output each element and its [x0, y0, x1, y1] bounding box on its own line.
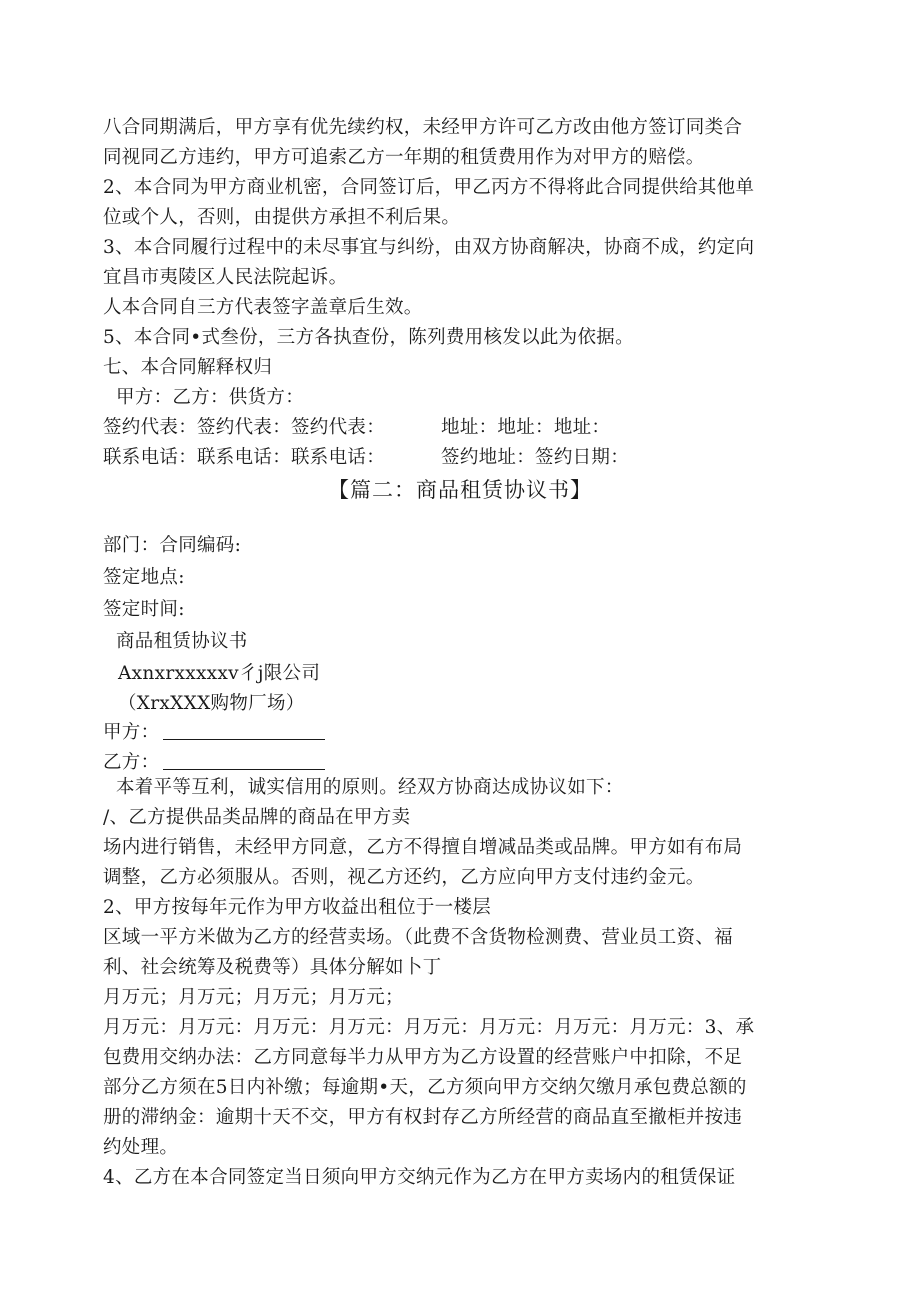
- mall-name: （XrxXXX购物厂场）: [118, 693, 305, 714]
- party-a-row: [103, 721, 325, 745]
- clause-confidential-line1: 2、本合同为甲方商业机密，合同签订后，甲乙丙方不得将此合同提供给其他单: [103, 177, 755, 198]
- clause2-line2: 区域一平方米做为乙方的经营卖场。（此费不含货物检测费、营业员工资、福: [103, 927, 733, 948]
- party-b-row: [103, 751, 325, 775]
- signature-phone-row: [103, 446, 629, 470]
- clause2-line3: 利、社会统筹及税费等）具体分解如卜丁: [103, 957, 442, 978]
- clause-renewal-line2: 同视同乙方违约，甲方可追索乙方一年期的租赁费用作为对甲方的赔偿。: [103, 147, 705, 168]
- clause1-line1: /、乙方提供品类品牌的商品在甲方卖: [103, 807, 411, 828]
- clause1-line3: 调整，乙方必须服从。否则，视乙方还约，乙方应向甲方支付违约金元。: [103, 867, 705, 888]
- sign-place-date-labels: 签约地址：签约日期：: [441, 447, 630, 468]
- party-a-blank: [163, 721, 325, 740]
- company-name: Axnxrxxxxxv彳j限公司: [118, 663, 321, 684]
- monthly-amounts-line1: 月万元；月万元；月万元；月万元；: [103, 987, 404, 1008]
- address-labels: 地址：地址：地址：: [441, 417, 611, 438]
- clause3-line1: 包费用交纳办法：乙方同意每半力从甲方为乙方设置的经营账户中扣除，不足: [103, 1047, 743, 1068]
- monthly-amounts-line2: 月万元：月万元：月万元：月万元：月万元：月万元：月万元：月万元：3、承: [103, 1017, 755, 1038]
- clause-dispute-line1: 3、本合同履行过程中的未尽事宜与纠纷，由双方协商解决，协商不成，约定向: [103, 237, 755, 258]
- party-b-label: 乙方：: [103, 752, 160, 773]
- sign-place-field: 签定地点:: [103, 567, 185, 588]
- phone-labels: 联系电话：联系电话：联系电话：: [103, 447, 386, 468]
- sign-time-field: 签定时间:: [103, 599, 185, 620]
- party-b-blank: [163, 751, 325, 770]
- signature-rep-row: [103, 416, 610, 440]
- signature-rep-labels: 签约代表：签约代表：签约代表：: [103, 417, 386, 438]
- doc-title: 商品租赁协议书: [116, 631, 248, 652]
- clause4-line1: 4、乙方在本合同签定当日须向甲方交纳元作为乙方在甲方卖场内的租赁保证: [103, 1167, 736, 1188]
- clause-renewal-line1: 八合同期满后，甲方享有优先续约权，未经甲方许可乙方改由他方签订同类合: [103, 117, 743, 138]
- clause2-line1: 2、甲方按每年元作为甲方收益出租位于一楼层: [103, 897, 492, 918]
- section-title: 【篇二：商品租赁协议书】: [328, 478, 592, 502]
- clause3-line4: 约处理。: [103, 1137, 179, 1158]
- clause3-line3: 册的滞纳金：逾期十天不交，甲方有权封存乙方所经营的商品直至撤柜并按违: [103, 1107, 743, 1128]
- party-a-label: 甲方：: [103, 722, 160, 743]
- clause-effective: 人本合同自三方代表签字盖章后生效。: [103, 297, 423, 318]
- clause-dispute-line2: 宜昌市夷陵区人民法院起诉。: [103, 267, 348, 288]
- signature-parties: 甲方：乙方：供货方：: [116, 387, 305, 408]
- clause-confidential-line2: 位或个人，否则，由提供方承担不利后果。: [103, 207, 461, 228]
- dept-contract-code: 部门：合同编码:: [103, 535, 242, 556]
- clause-copies: 5、本合同•式叁份，三方各执查份，陈列费用核发以此为依据。: [103, 327, 634, 348]
- clause-interpretation: 七、本合同解释权归: [103, 357, 273, 378]
- clause1-line2: 场内进行销售，未经甲方同意，乙方不得擅自增减品类或品牌。甲方如有布局: [103, 837, 743, 858]
- clause3-line2: 部分乙方须在5日内补缴；每逾期•天，乙方须向甲方交纳欠缴月承包费总额的: [103, 1077, 747, 1098]
- agreement-intro: 本着平等互利，诚实信用的原则。经双方协商达成协议如下：: [116, 777, 624, 798]
